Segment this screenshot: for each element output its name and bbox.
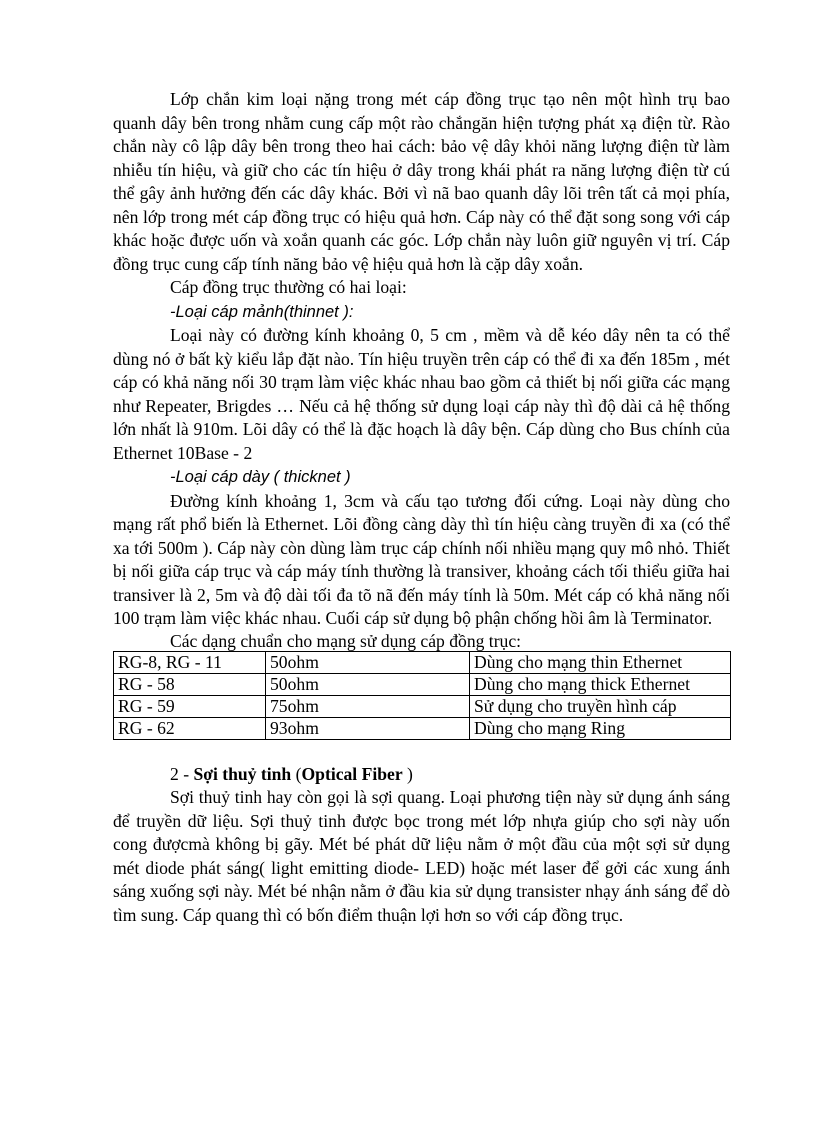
paragraph-coax-shield: Lớp chắn kim loại nặng trong mét cáp đồng trục tạo nên một hình trụ bao quanh dây bên trong nhằm cung cấp một rào chắngăn hiện tượng phát xạ điện từ. Rào chắn này cô lập dây bên trong theo hai cách: bảo vệ dây khỏi năng lượng điện từ làm nhiễu tín hiệu, và giữ cho các tín hiệu ở dây trong khái phát ra năng lượng điện từ cú thể gây ảnh hưởng đến các dây khác. Bởi vì nã bao quanh dây lõi trên tất cả mọi phía, nên lớp trong mét cáp đồng trục có hiệu quả hơn. Cáp này có thể đặt song song với cáp khác hoặc được uốn và xoắn quanh các góc. Lớp chắn này luôn giữ nguyên vị trí. Cáp đồng trục cung cấp tính năng bảo vệ hiệu quả hơn là cặp dây xoắn. — [113, 89, 730, 274]
thinnet-heading — [113, 300, 730, 325]
table-caption: Các dạng chuẩn cho mạng sử dụng cáp đồng trục: — [170, 630, 522, 651]
table-cell-impedance: 50ohm — [266, 651, 470, 673]
section-subtitle-close: ) — [402, 763, 413, 784]
table-cell-impedance: 93ohm — [266, 717, 470, 739]
thicknet-heading — [113, 465, 730, 490]
section-heading-optical-fiber — [113, 763, 730, 787]
thinnet-heading-text: -Loại cáp mảnh(thinnet ): — [170, 302, 354, 321]
table-cell-usage: Dùng cho mạng Ring — [470, 717, 731, 739]
table-cell-usage: Sử dụng cho truyền hình cáp — [470, 695, 731, 717]
document-page — [113, 88, 730, 927]
coax-types-intro: Cáp đồng trục thường có hai loại: — [170, 277, 407, 297]
table-cell-impedance: 75ohm — [266, 695, 470, 717]
section-subtitle-open: ( — [291, 763, 302, 784]
table-row — [114, 695, 731, 717]
table-row — [114, 651, 731, 673]
paragraph-thinnet: Loại này có đường kính khoảng 0, 5 cm , mềm và dễ kéo dây nên ta có thể dùng nó ở bất kỳ kiểu lắp đặt nào. Tín hiệu truyền trên cáp có thể đi xa đến 185m , mét cáp có khả năng nối 30 trạm làm việc khác nhau bao gồm cả thiết bị nối giữa các mạng như Repeater, Brigdes … Nếu cả hệ thống sử dụng loại cáp này thì độ dài cả hệ thống lớn nhất là 910m. Lõi dây có thể là đặc hoạch là dây bện. Cáp dùng cho Bus chính của Ethernet 10Base - 2 — [113, 325, 730, 463]
table-cell-standard: RG - 58 — [114, 673, 266, 695]
table-cell-standard: RG - 59 — [114, 695, 266, 717]
table-row — [114, 673, 731, 695]
table-cell-usage: Dùng cho mạng thick Ethernet — [470, 673, 731, 695]
section-subtitle: Optical Fiber — [301, 763, 403, 784]
paragraph-thicknet: Đường kính khoảng 1, 3cm và cấu tạo tương đối cứng. Loại này dùng cho mạng rất phổ biến là Ethernet. Lõi đồng càng dày thì tín hiệu càng truyền đi xa (có thể xa tới 500m ). Cáp này còn dùng làm trục cáp chính nối nhiều mạng quy mô nhỏ. Thiết bị nối giữa cáp trục và cáp máy tính thường là transiver, khoảng cách tối thiểu giữa hai transiver là 2, 5m và độ dài tối đa tõ nã đến máy tính là 50m. Mét cáp có khả năng nối 100 trạm làm việc khác nhau. Cuối cáp sử dụng bộ phận chống hồi âm là Terminator. — [113, 490, 730, 628]
thicknet-heading-text: -Loại cáp dày ( thicknet ) — [170, 468, 351, 486]
table-cell-standard: RG - 62 — [114, 717, 266, 739]
table-cell-impedance: 50ohm — [266, 673, 470, 695]
table-row — [114, 717, 731, 739]
paragraph-optical-fiber: Sợi thuỷ tinh hay còn gọi là sợi quang. Loại phương tiện này sử dụng ánh sáng để truyền dữ liệu. Sợi thuỷ tinh được bọc trong mét lớp nhựa giúp cho sợi này uốn cong đượcmà không bị gãy. Mét bé phát dữ liệu nằm ở một đầu của một sợi sử dụng mét diode phát sáng( light emitting diode- LED) hoặc mét laser để gởi các xung ánh sáng xuống sợi này. Mét bé nhận nằm ở đầu kia sử dụng transister nhạy ánh sáng để dò tìm sung. Cáp quang thì có bốn điểm thuận lợi hơn so với cáp đồng trục. — [113, 787, 730, 925]
section-title: Sợi thuỷ tinh — [193, 763, 292, 784]
table-cell-standard: RG-8, RG - 11 — [114, 651, 266, 673]
section-number: 2 - — [170, 763, 194, 784]
table-cell-usage: Dùng cho mạng thin Ethernet — [470, 651, 731, 673]
coax-standards-table — [113, 651, 731, 740]
